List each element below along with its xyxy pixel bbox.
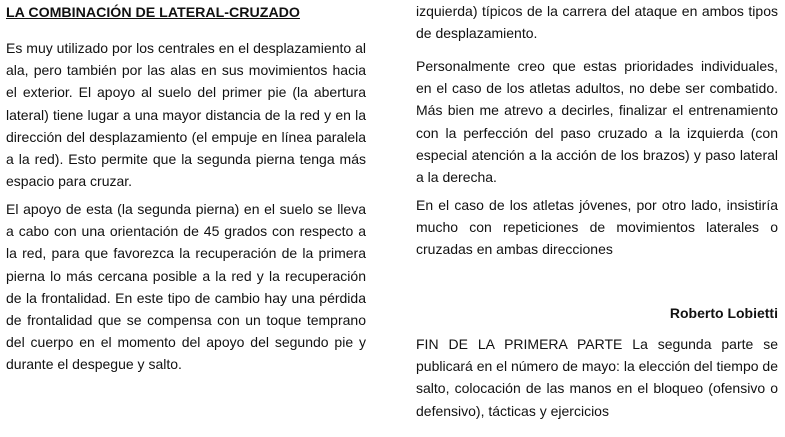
left-paragraph-2: El apoyo de esta (la segunda pierna) en el suelo se lleva a cabo con una orientación de 45 grados con respecto a la red, para que favorezca la recuperación de la primera pierna lo más cercana posible a la red y la recuperación de la frontalidad. En este tipo de cambio hay una pérdida de frontalidad que se compensa con un toque temprano del cuerpo en el momento del apoyo del segundo pie y durante el despegue y salto. [6, 201, 366, 373]
right-paragraph-3: En el caso de los atletas jóvenes, por otro lado, insistiría mucho con repeticiones de movimientos laterales o cruzadas en ambas direcciones [416, 197, 778, 258]
right-paragraph-2: Personalmente creo que estas prioridades individuales, en el caso de los atletas adultos, no debe ser combatido. Más bien me atrevo a decirles, finalizar el entrenamiento con la perfección del paso cruzado a la izquierda (con especial atención a la acción de los brazos) y paso lateral a la derecha. [416, 58, 778, 186]
article-title: LA COMBINACIÓN DE LATERAL-CRUZADO [6, 5, 300, 21]
right-paragraph-4: FIN DE LA PRIMERA PARTE La segunda parte se publicará en el número de mayo: la elección del tiempo de salto, colocación de las manos en el bloqueo (ofensivo o defensivo), tácticas y ejercicios [416, 336, 778, 419]
left-paragraph-1: Es muy utilizado por los centrales en el desplazamiento al ala, pero también por las alas en sus movimientos hacia el exterior. El apoyo al suelo del primer pie (la abertura lateral) tiene lugar a una mayor distancia de la red y en la dirección del desplazamiento (el empuje en línea paralela a la red). Esto permite que la segunda pierna tenga más espacio para cruzar. [6, 40, 366, 190]
right-paragraph-1: izquierda) típicos de la carrera del ataque en ambos tipos de desplazamiento. [416, 3, 778, 42]
author-signature: Roberto Lobietti [669, 305, 778, 321]
